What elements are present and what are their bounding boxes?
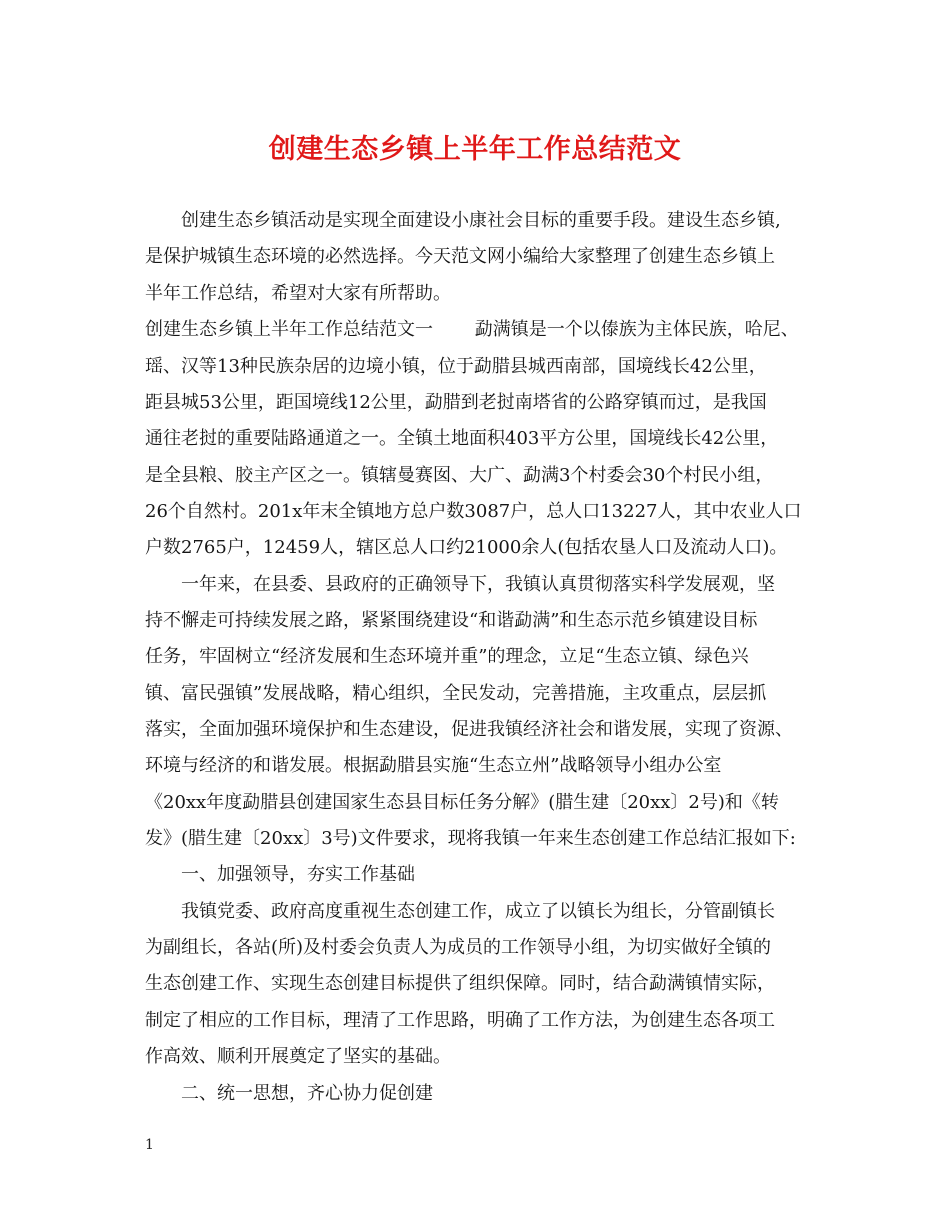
- body-line: 半年工作总结，希望对大家有所帮助。: [145, 283, 451, 304]
- body-line: 户数2765户，12459人，辖区总人口约21000余人(包括农垦人口及流动人口)。: [145, 537, 788, 558]
- body-line: 26个自然村。201x年末全镇地方总户数3087户，总人口13227人，其中农业人口: [145, 501, 802, 522]
- body-line: 任务，牢固树立“经济发展和生态环境并重”的理念，立足“生态立镇、绿色兴: [145, 646, 749, 667]
- body-line: 为副组长，各站(所)及村委会负责人为成员的工作领导小组，为切实做好全镇的: [145, 937, 772, 958]
- body-line: 落实，全面加强环境保护和生态建设，促进我镇经济社会和谐发展，实现了资源、: [145, 719, 793, 740]
- body-line: 镇、富民强镇”发展战略，精心组织，全民发动，完善措施，主攻重点，层层抓: [145, 683, 767, 704]
- body-line: 持不懈走可持续发展之路，紧紧围绕建设“和谐勐满”和生态示范乡镇建设目标: [145, 610, 758, 631]
- section-heading: 二、统一思想，齐心协力促创建: [181, 1083, 433, 1104]
- body-line: 是保护城镇生态环境的必然选择。今天范文网小编给大家整理了创建生态乡镇上: [145, 246, 775, 267]
- body-line: 通往老挝的重要陆路通道之一。全镇土地面积403平方公里，国境线长42公里，: [145, 428, 779, 449]
- body-line: 瑶、汉等13种民族杂居的边境小镇，位于勐腊县城西南部，国境线长42公里，: [145, 356, 767, 377]
- body-line: 一年来，在县委、县政府的正确领导下，我镇认真贯彻落实科学发展观，坚: [181, 574, 775, 595]
- body-line: 是全县粮、胶主产区之一。镇辖曼赛囡、大广、勐满3个村委会30个村民小组，: [145, 465, 774, 486]
- page-number: 1: [145, 1137, 154, 1153]
- section-heading: 一、加强领导，夯实工作基础: [181, 864, 415, 885]
- body-line: 发》(腊生建〔20xx〕3号)文件要求，现将我镇一年来生态创建工作总结汇报如下:: [145, 828, 796, 849]
- body-line: 作高效、顺利开展奠定了坚实的基础。: [145, 1046, 451, 1067]
- body-line: 我镇党委、政府高度重视生态创建工作，成立了以镇长为组长，分管副镇长: [181, 901, 775, 922]
- body-line: 环境与经济的和谐发展。根据勐腊县实施“生态立州”战略领导小组办公室: [145, 755, 722, 776]
- body-line: 制定了相应的工作目标，理清了工作思路，明确了工作方法，为创建生态各项工: [145, 1010, 775, 1031]
- body-line: 距县城53公里，距国境线12公里，勐腊到老挝南塔省的公路穿镇而过，是我国: [145, 392, 767, 413]
- body-line: 生态创建工作、实现生态创建目标提供了组织保障。同时，结合勐满镇情实际，: [145, 973, 775, 994]
- body-line: 《20xx年度勐腊县创建国家生态县目标任务分解》(腊生建〔20xx〕2号)和《转: [145, 792, 779, 813]
- body-line: 创建生态乡镇上半年工作总结范文一 勐满镇是一个以傣族为主体民族，哈尼、: [145, 319, 799, 340]
- document-title: 创建生态乡镇上半年工作总结范文: [268, 134, 682, 165]
- body-line: 创建生态乡镇活动是实现全面建设小康社会目标的重要手段。建设生态乡镇,: [181, 210, 781, 231]
